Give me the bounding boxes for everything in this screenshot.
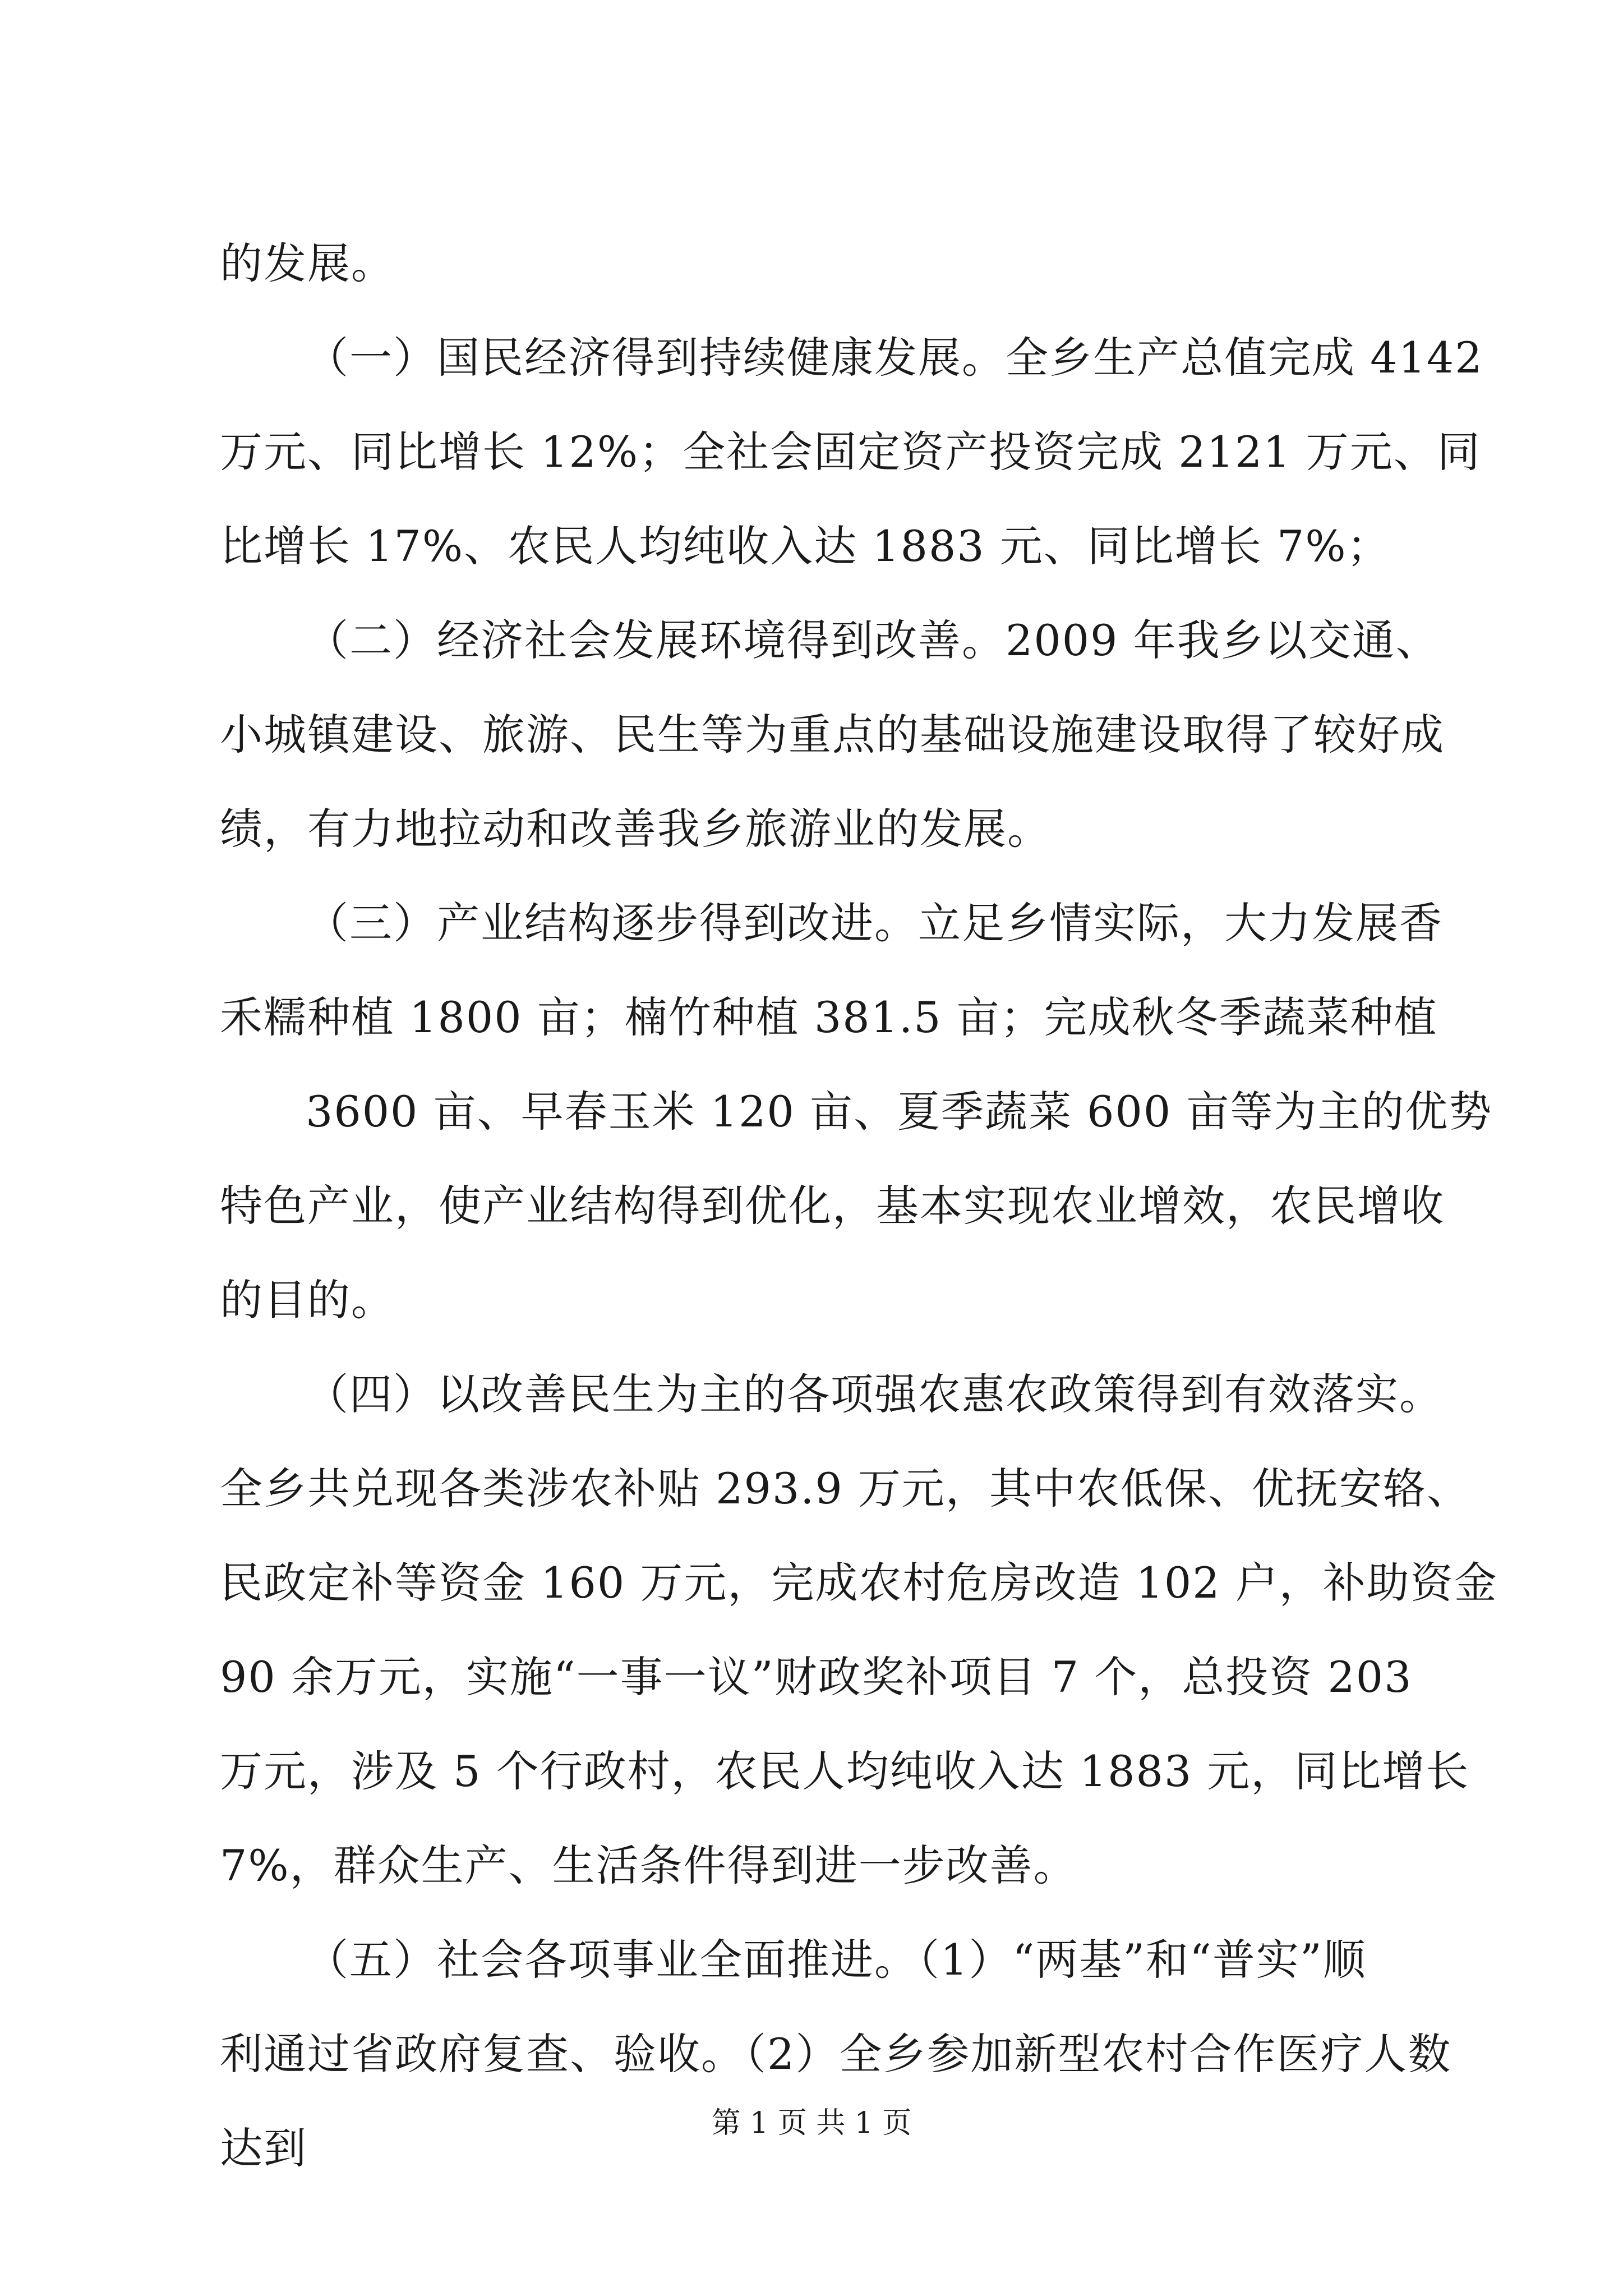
paragraph-heading-line: （四）以改善民生为主的各项强农惠农政策得到有效落实。 <box>306 1369 1443 1419</box>
paragraph-heading-line: （二）经济社会发展环境得到改善。2009 年我乡以交通、 <box>306 615 1440 665</box>
text-line: 的发展。 <box>220 238 395 288</box>
text-line: 全乡共兑现各类涉农补贴 293.9 万元，其中农低保、优抚安辂、 <box>220 1464 1470 1513</box>
paragraph-heading-line: （一）国民经济得到持续健康发展。全乡生产总值完成 4142 <box>306 333 1483 383</box>
text-line: 特色产业，使产业结构得到优化，基本实现农业增效，农民增收 <box>220 1181 1445 1231</box>
text-line: 3600 亩、早春玉米 120 亩、夏季蔬菜 600 亩等为主的优势 <box>306 1087 1493 1137</box>
text-line: 的目的。 <box>220 1275 395 1325</box>
text-line: 90 余万元，实施“一事一议”财政奖补项目 7 个，总投资 203 <box>220 1652 1413 1702</box>
text-line: 小城镇建设、旅游、民生等为重点的基础设施建设取得了较好成 <box>220 710 1445 760</box>
text-line: 7%，群众生产、生活条件得到进一步改善。 <box>220 1841 1077 1890</box>
paragraph-heading-line: （三）产业结构逐步得到改进。立足乡情实际，大力发展香 <box>306 898 1443 948</box>
text-line: 绩，有力地拉动和改善我乡旅游业的发展。 <box>220 804 1051 854</box>
paragraph-heading-line: （五）社会各项事业全面推进。（1）“两基”和“普实”顺 <box>306 1935 1367 1985</box>
text-line: 民政定补等资金 160 万元，完成农村危房改造 102 户，补助资金 <box>220 1558 1498 1608</box>
page-footer: 第 1 页 共 1 页 <box>711 2106 912 2140</box>
text-line: 万元、同比增长 12%；全社会固定资产投资完成 2121 万元、同 <box>220 427 1481 477</box>
text-line: 利通过省政府复查、验收。（2）全乡参加新型农村合作医疗人数 <box>220 2029 1452 2079</box>
text-line: 万元，涉及 5 个行政村，农民人均纯收入达 1883 元，同比增长 <box>220 1746 1470 1796</box>
text-line: 达到 <box>220 2123 307 2173</box>
text-line: 禾糯种植 1800 亩；楠竹种植 381.5 亩；完成秋冬季蔬菜种植 <box>220 992 1438 1042</box>
text-line: 比增长 17%、农民人均纯收入达 1883 元、同比增长 7%； <box>220 521 1391 571</box>
